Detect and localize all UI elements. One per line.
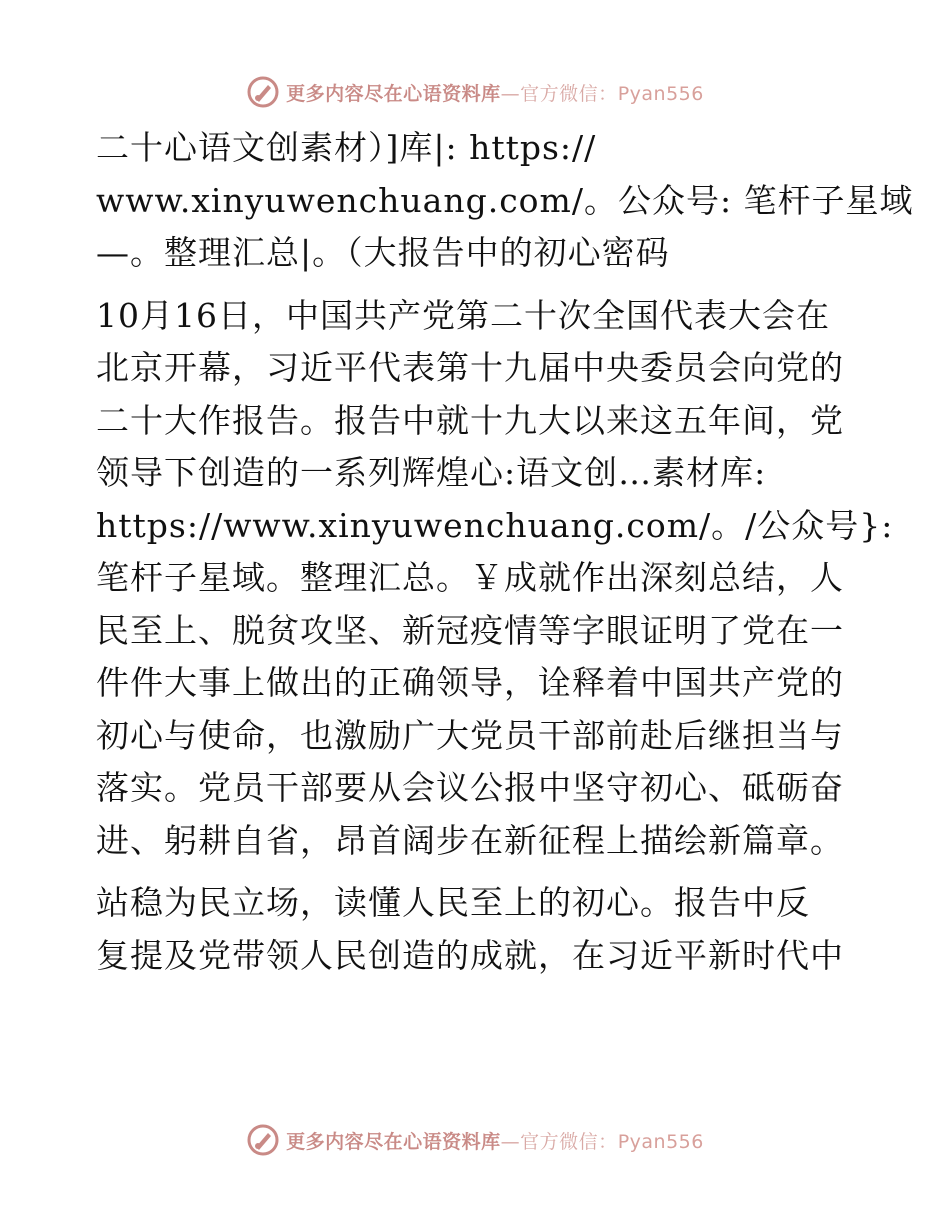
text-line: 笔杆子星域。整理汇总。￥成就作出深刻总结，人 <box>96 558 844 597</box>
text-line: 站稳为民立场，读懂人民至上的初心。报告中反 <box>96 883 810 922</box>
banner-wechat-label: 官方微信： <box>520 1130 618 1153</box>
paragraph-2 <box>96 290 894 868</box>
text-line: —。整理汇总|。（大报告中的初心密码 <box>96 233 670 272</box>
banner-main: 更多内容尽在心语资料库 <box>286 1130 501 1153</box>
text-line: 民至上、脱贫攻坚、新冠疫情等字眼证明了党在一 <box>96 610 844 650</box>
banner-wechat-label: 官方微信： <box>520 82 618 105</box>
banner-dash: — <box>500 82 521 105</box>
text-line: www.xinyuwenchuang.com/。公众号: 笔杆子星域 <box>96 180 914 220</box>
text-line: 二十心语文创素材）]库|: https:// <box>96 128 597 167</box>
header-banner <box>0 72 950 112</box>
banner-dash: — <box>500 1130 521 1153</box>
banner-text <box>286 79 704 106</box>
text-line: 复提及党带领人民创造的成就，在习近平新时代中 <box>96 935 844 975</box>
paragraph-1 <box>96 122 914 280</box>
banner-inner <box>246 75 704 109</box>
text-line: https://www.xinyuwenchuang.com/。/公众号}: <box>96 505 894 545</box>
text-line: 北京开幕，习近平代表第十九届中央委员会向党的 <box>96 348 844 387</box>
banner-text <box>286 1127 704 1154</box>
text-line: 件件大事上做出的正确领导，诠释着中国共产党的 <box>96 663 844 702</box>
document-body <box>96 122 914 982</box>
paragraph-3 <box>96 877 866 982</box>
quill-seal-icon <box>246 75 280 109</box>
banner-main: 更多内容尽在心语资料库 <box>286 82 501 105</box>
banner-wechat-id: Pyan556 <box>617 82 704 105</box>
footer-banner <box>0 1120 950 1160</box>
text-line: 领导下创造的一系列辉煌心:语文创…素材库: <box>96 453 767 492</box>
text-line: 初心与使命，也激励广大党员干部前赴后继担当与 <box>96 715 844 755</box>
text-line: 二十大作报告。报告中就十九大以来这五年间，党 <box>96 400 844 440</box>
text-line: 10月16日，中国共产党第二十次全国代表大会在 <box>96 295 830 335</box>
banner-wechat-id: Pyan556 <box>617 1130 704 1153</box>
paragraph-gap <box>96 280 866 290</box>
quill-seal-icon <box>246 1123 280 1157</box>
text-line: 落实。党员干部要从会议公报中坚守初心、砥砺奋 <box>96 768 844 807</box>
paragraph-gap <box>96 867 866 877</box>
text-line: 进、躬耕自省，昂首阔步在新征程上描绘新篇章。 <box>96 820 844 860</box>
banner-inner <box>246 1123 704 1157</box>
